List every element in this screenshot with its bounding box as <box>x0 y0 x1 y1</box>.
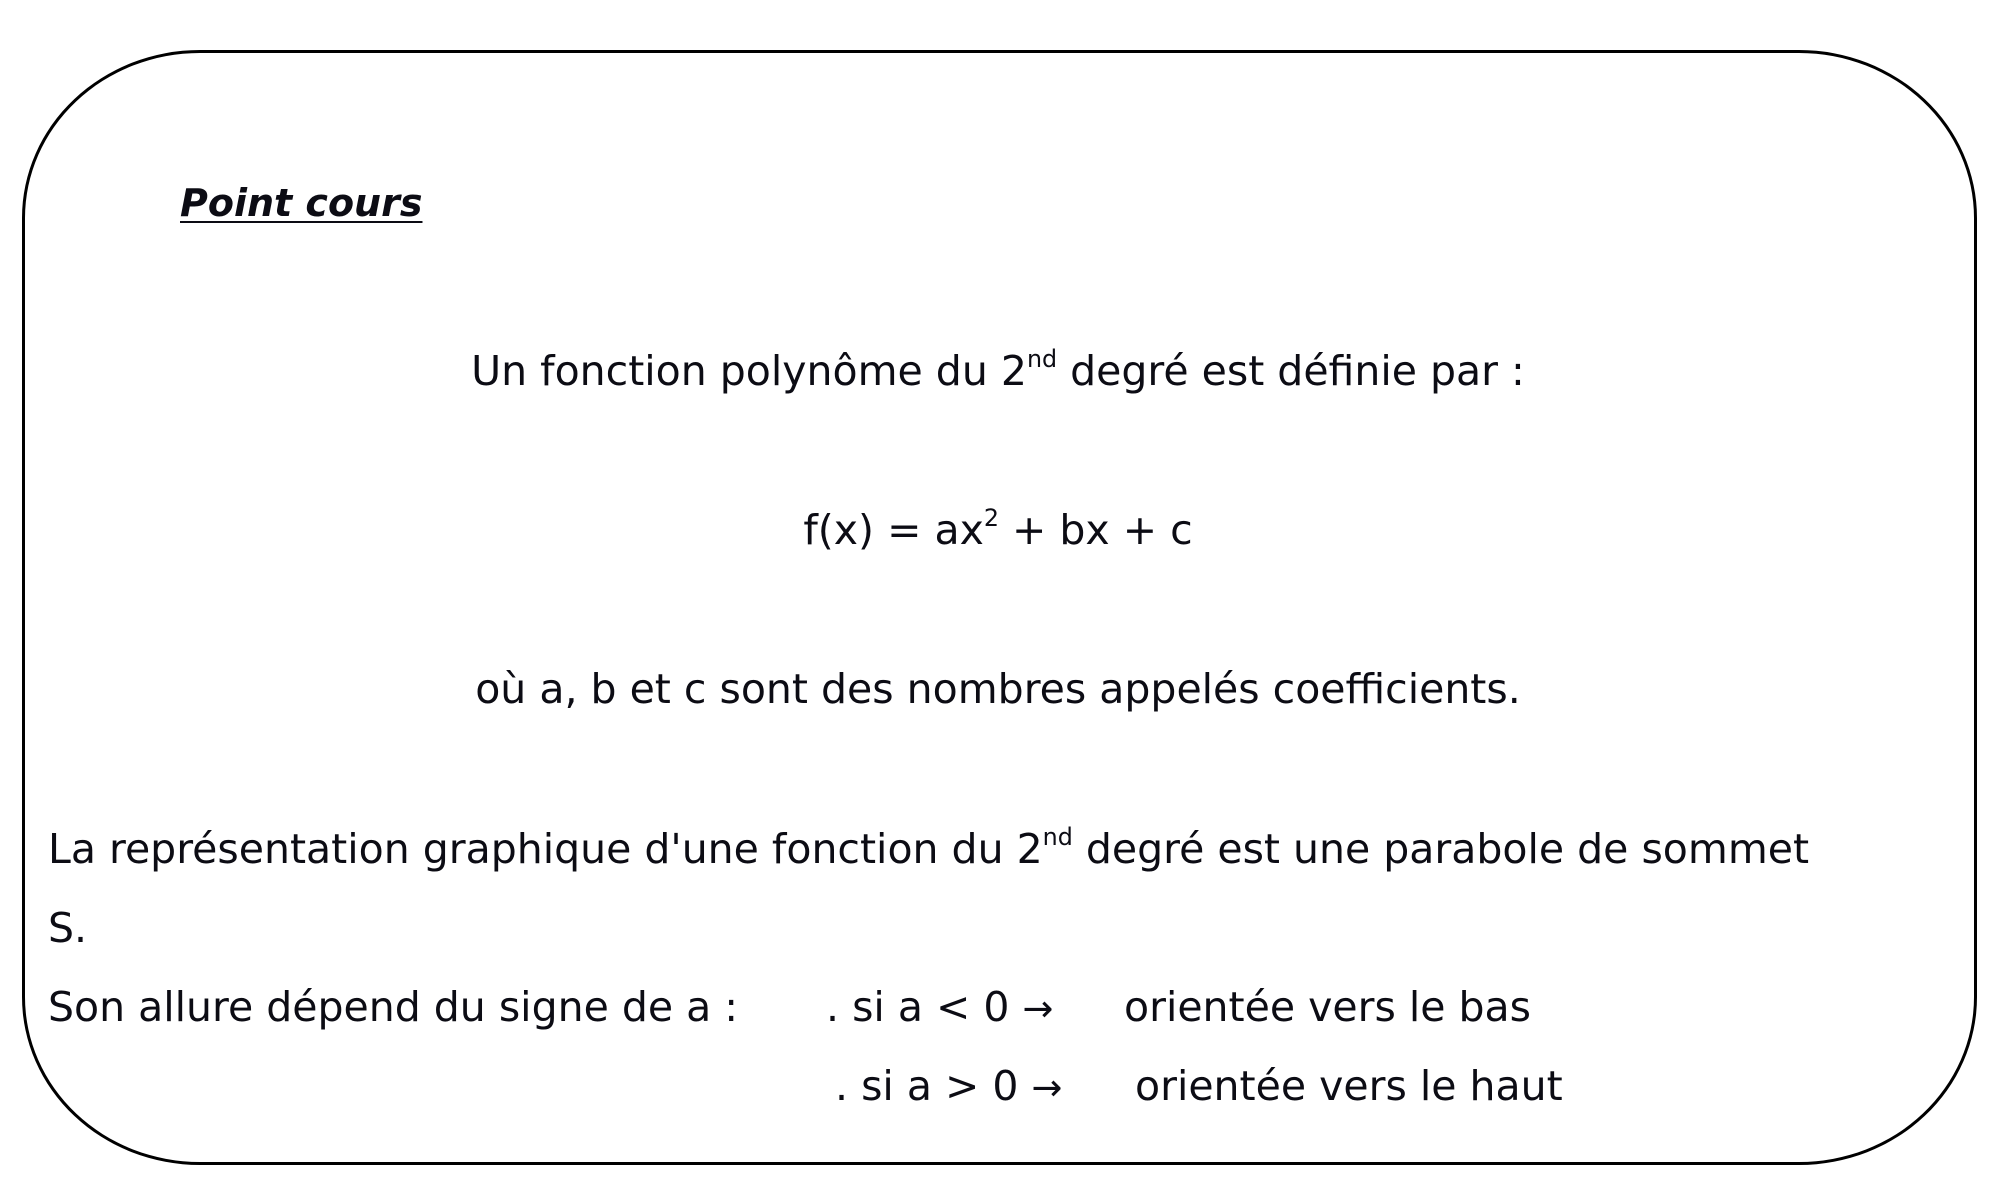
section-title: Point cours <box>180 181 423 225</box>
ordinal-superscript: nd <box>1042 823 1073 852</box>
case-negative-result: orientée vers le bas <box>1124 983 1531 1031</box>
formula <box>0 504 1996 554</box>
ordinal-superscript: nd <box>1026 345 1058 374</box>
formula-right: + bx + c <box>998 506 1193 554</box>
graph-sentence-last-word: S. <box>48 904 88 952</box>
case-condition: . si a > 0 <box>835 1062 1019 1110</box>
intro-text: Un fonction polynôme du 2 <box>471 347 1027 395</box>
case-negative <box>826 983 1054 1031</box>
graph-sentence-start: La représentation graphique d'une fonction du 2 <box>48 825 1043 873</box>
case-positive-result: orientée vers le haut <box>1135 1062 1563 1110</box>
formula-left: f(x) = ax <box>803 506 984 554</box>
coefficients-text: où a, b et c sont des nombres appelés coefficients. <box>475 665 1521 713</box>
right-arrow-icon: → <box>1022 987 1054 1030</box>
case-condition: . si a < 0 <box>826 983 1010 1031</box>
intro-text-end: degré est définie par : <box>1057 347 1525 395</box>
case-positive <box>835 1062 1063 1110</box>
definition-intro <box>0 345 1996 395</box>
graph-sentence <box>48 823 1810 873</box>
exponent-superscript: 2 <box>983 504 999 533</box>
graph-sentence-end: degré est une parabole de sommet <box>1072 825 1810 873</box>
right-arrow-icon: → <box>1031 1066 1063 1109</box>
shape-intro: Son allure dépend du signe de a : <box>48 983 739 1031</box>
